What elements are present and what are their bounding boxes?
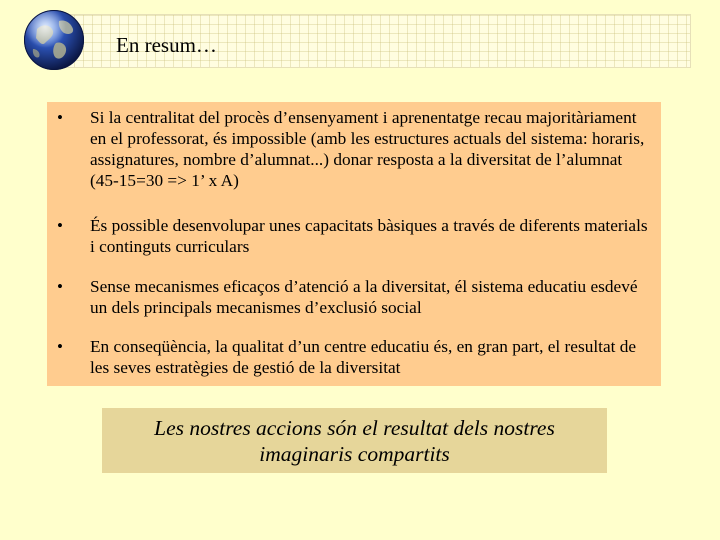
bullet-glyph: • — [57, 337, 63, 356]
bullet-glyph: • — [57, 277, 63, 296]
bullet-glyph: • — [57, 108, 63, 127]
bullet-text: En conseqüència, la qualitat d’un centre educatiu és, en gran part, el resultat de les seves estratègies de gestió de la diversitat — [90, 337, 637, 377]
conclusion-text: Les nostres accions són el resultat dels nostres imaginaris compartits — [154, 415, 555, 466]
slide-title: En resum… — [116, 33, 217, 57]
bullet-glyph: • — [57, 216, 63, 235]
summary-content-box — [47, 102, 661, 386]
bullet-text: Si la centralitat del procès d’ensenyament i aprenentatge recau majoritàriament en el professorat, és impossible (amb les estructures actuals del sistema: horaris, assignatures, nombre d’alumnat...) donar resposta a la diversitat de l’alumnat (45-15=30 => 1’ x A) — [90, 108, 645, 190]
conclusion-box — [102, 408, 607, 473]
bullet-text: Sense mecanismes eficaços d’atenció a la diversitat, él sistema educatiu esdevé un dels principals mecanismes d’exclusió social — [90, 277, 638, 317]
bullet-text: És possible desenvolupar unes capacitats bàsiques a través de diferents materials i continguts curriculars — [90, 216, 648, 256]
globe-icon — [23, 9, 85, 71]
